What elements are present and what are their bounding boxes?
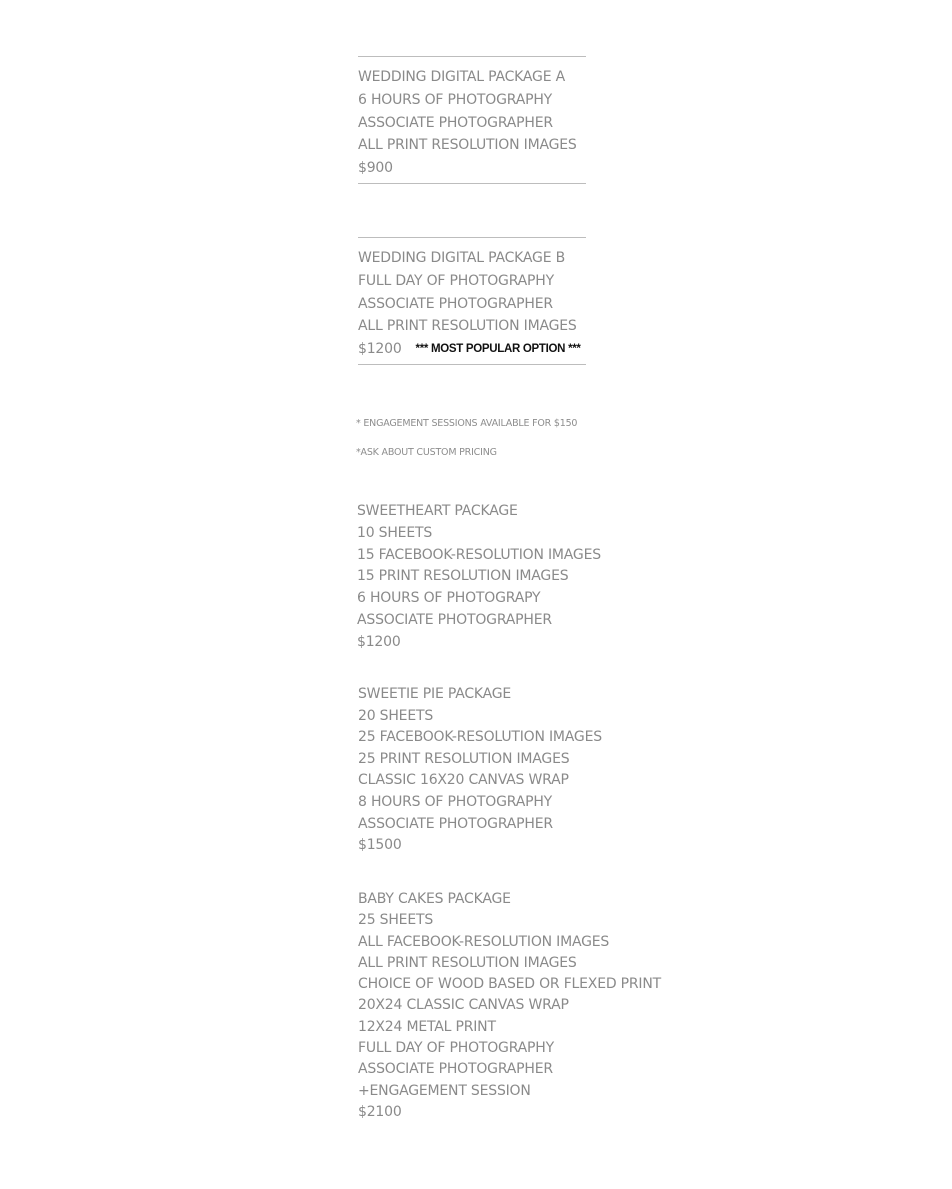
package-title: SWEETIE PIE PACKAGE bbox=[358, 686, 512, 702]
package-item: ASSOCIATE PHOTOGRAPHER bbox=[358, 815, 553, 832]
package-item: 10 SHEETS bbox=[357, 524, 433, 541]
package-item: 15 PRINT RESOLUTION IMAGES bbox=[357, 568, 569, 585]
package-price: $1500 bbox=[358, 837, 402, 854]
custom-pricing-note: *ASK ABOUT CUSTOM PRICING bbox=[356, 447, 497, 458]
package-price-row bbox=[358, 338, 586, 361]
package-item: +ENGAGEMENT SESSION bbox=[358, 1082, 531, 1099]
sweetheart-package bbox=[357, 501, 601, 654]
package-item: 6 HOURS OF PHOTOGRAPY bbox=[357, 590, 541, 607]
package-item: 8 HOURS OF PHOTOGRAPHY bbox=[358, 793, 553, 810]
package-item: ALL FACEBOOK-RESOLUTION IMAGES bbox=[358, 933, 610, 950]
package-item: FULL DAY OF PHOTOGRAPHY bbox=[358, 1040, 554, 1057]
package-price: $2100 bbox=[358, 1103, 402, 1120]
package-item: ASSOCIATE PHOTOGRAPHER bbox=[358, 295, 553, 312]
wedding-package-a bbox=[358, 56, 586, 184]
package-item: CHOICE OF WOOD BASED OR FLEXED PRINT bbox=[358, 976, 661, 993]
package-item: ALL PRINT RESOLUTION IMAGES bbox=[358, 318, 577, 335]
package-item: ASSOCIATE PHOTOGRAPHER bbox=[358, 114, 553, 131]
package-item: ASSOCIATE PHOTOGRAPHER bbox=[358, 1061, 553, 1078]
package-item: 20 SHEETS bbox=[358, 707, 434, 724]
package-item: 25 PRINT RESOLUTION IMAGES bbox=[358, 750, 570, 767]
baby-cakes-package bbox=[358, 889, 661, 1123]
most-popular-badge: *** MOST POPULAR OPTION *** bbox=[415, 343, 581, 356]
package-item: 25 SHEETS bbox=[358, 912, 434, 929]
package-price: $900 bbox=[358, 160, 393, 177]
package-price: $1200 bbox=[357, 633, 401, 650]
engagement-note: * ENGAGEMENT SESSIONS AVAILABLE FOR $150 bbox=[356, 418, 578, 429]
sweetie-pie-package bbox=[358, 684, 602, 857]
package-price: $1200 bbox=[358, 341, 402, 358]
package-title: BABY CAKES PACKAGE bbox=[358, 891, 511, 907]
package-item: ASSOCIATE PHOTOGRAPHER bbox=[357, 611, 552, 628]
package-title: SWEETHEART PACKAGE bbox=[357, 503, 518, 519]
package-item: ALL PRINT RESOLUTION IMAGES bbox=[358, 137, 577, 154]
package-item: 20X24 CLASSIC CANVAS WRAP bbox=[358, 997, 569, 1014]
package-title: WEDDING DIGITAL PACKAGE A bbox=[358, 69, 565, 85]
package-item: 15 FACEBOOK-RESOLUTION IMAGES bbox=[357, 546, 601, 563]
package-item: CLASSIC 16X20 CANVAS WRAP bbox=[358, 772, 569, 789]
package-item: ALL PRINT RESOLUTION IMAGES bbox=[358, 954, 577, 971]
package-item: FULL DAY OF PHOTOGRAPHY bbox=[358, 272, 554, 289]
package-item: 25 FACEBOOK-RESOLUTION IMAGES bbox=[358, 729, 602, 746]
package-title: WEDDING DIGITAL PACKAGE B bbox=[358, 250, 565, 266]
package-item: 12X24 METAL PRINT bbox=[358, 1018, 496, 1035]
wedding-package-b bbox=[358, 237, 586, 365]
package-item: 6 HOURS OF PHOTOGRAPHY bbox=[358, 91, 553, 108]
